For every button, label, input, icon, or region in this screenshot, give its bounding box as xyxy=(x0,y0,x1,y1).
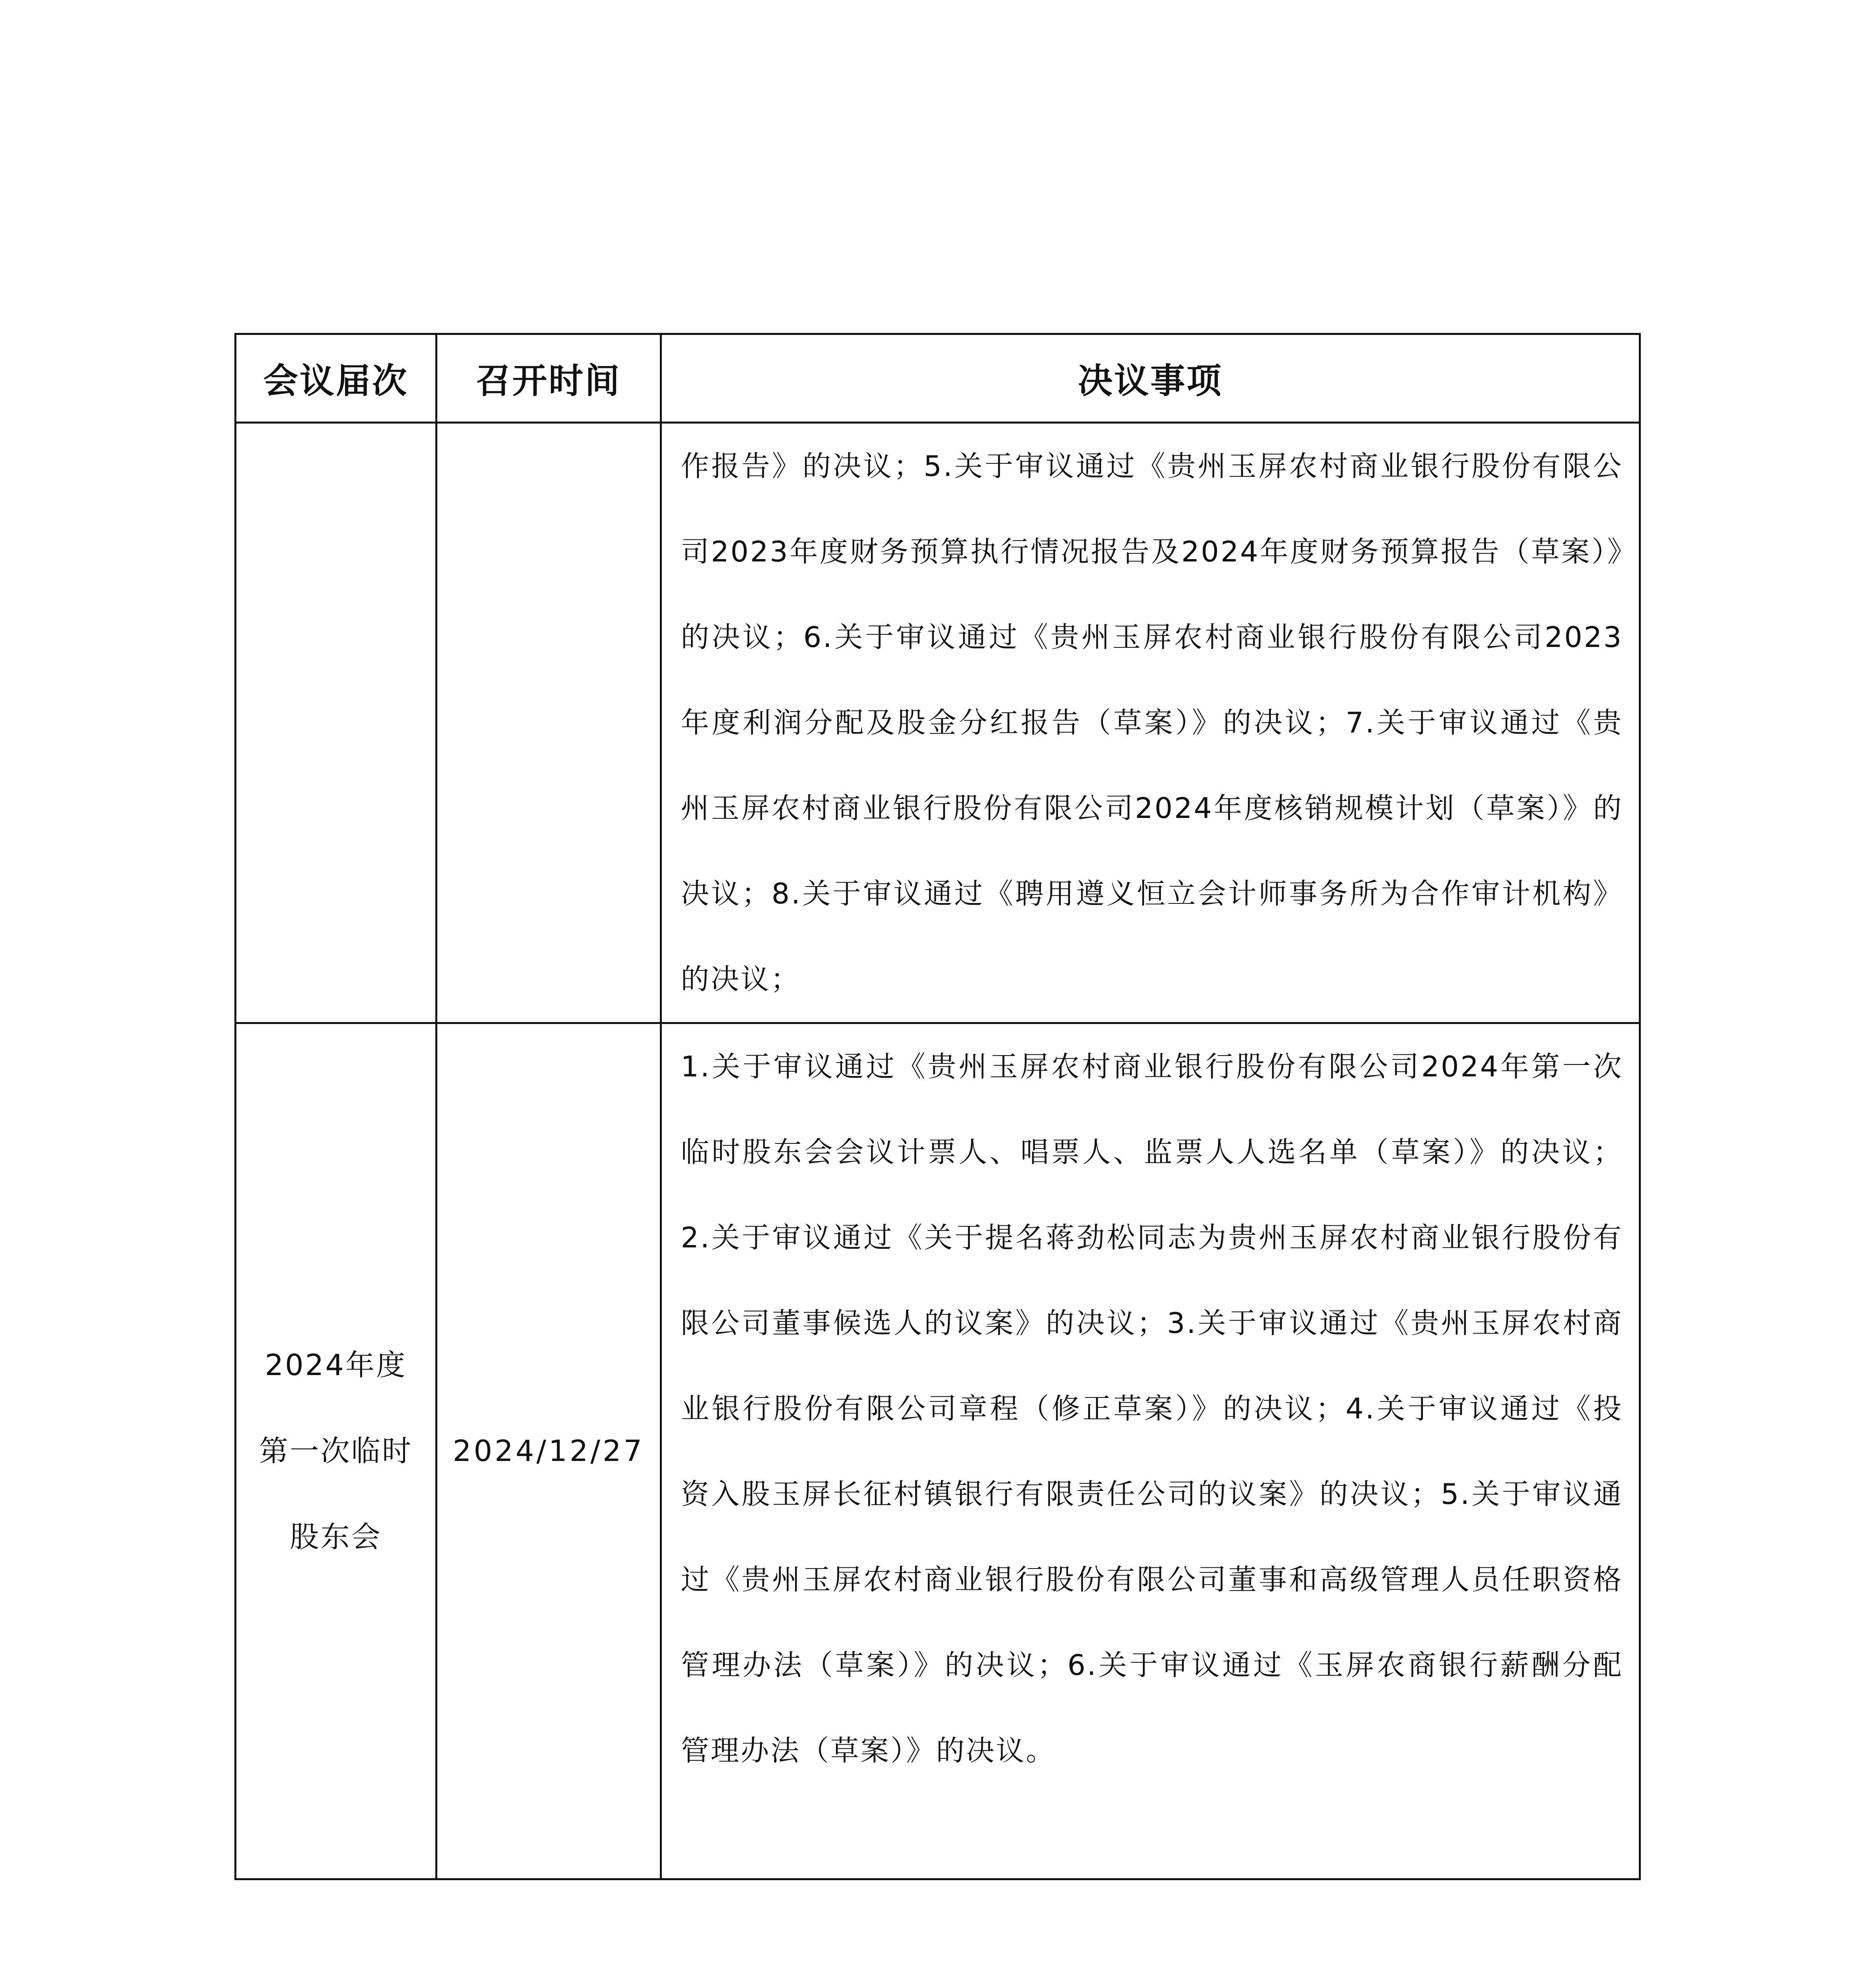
session-line: 2024年度 xyxy=(265,1348,407,1382)
table-row xyxy=(236,1023,1640,1879)
section-heading xyxy=(353,1968,788,1970)
date-cell: 2024/12/27 xyxy=(436,1023,661,1879)
session-line: 第一次临时 xyxy=(259,1434,413,1468)
date-cell xyxy=(436,423,661,1023)
table-header-row xyxy=(236,334,1640,423)
header-date: 召开时间 xyxy=(436,334,661,423)
session-cell xyxy=(236,423,436,1023)
resolution-items-cell: 1.关于审议通过《贵州玉屏农村商业银行股份有限公司2024年第一次临时股东会会议计票人、唱票人、监票人人选名单（草案）》的决议；2.关于审议通过《关于提名蒋劲松同志为贵州玉屏农村商业银行股份有限公司董事候选人的议案》的决议；3.关于审议通过《贵州玉屏农村商业银行股份有限公司章程（修正草案）》的决议；4.关于审议通过《投资入股玉屏长征村镇银行有限责任公司的议案》的决议；5.关于审议通过《贵州玉屏农村商业银行股份有限公司董事和高级管理人员任职资格管理办法（草案）》的决议；6.关于审议通过《玉屏农商银行薪酬分配管理办法（草案）》的决议。 xyxy=(661,1023,1640,1879)
session-line: 股东会 xyxy=(290,1520,382,1554)
shareholder-meeting-table xyxy=(234,333,1641,1880)
resolution-items-cell: 作报告》的决议；5.关于审议通过《贵州玉屏农村商业银行股份有限公司2023年度财务预算执行情况报告及2024年度财务预算报告（草案）》的决议；6.关于审议通过《贵州玉屏农村商业银行股份有限公司2023年度利润分配及股金分红报告（草案）》的决议；7.关于审议通过《贵州玉屏农村商业银行股份有限公司2024年度核销规模计划（草案）》的决议；8.关于审议通过《聘用遵义恒立会计师事务所为合作审计机构》的决议； xyxy=(661,423,1640,1023)
header-session: 会议届次 xyxy=(236,334,436,423)
header-items: 决议事项 xyxy=(661,334,1640,423)
table-row xyxy=(236,423,1640,1023)
session-cell xyxy=(236,1023,436,1879)
